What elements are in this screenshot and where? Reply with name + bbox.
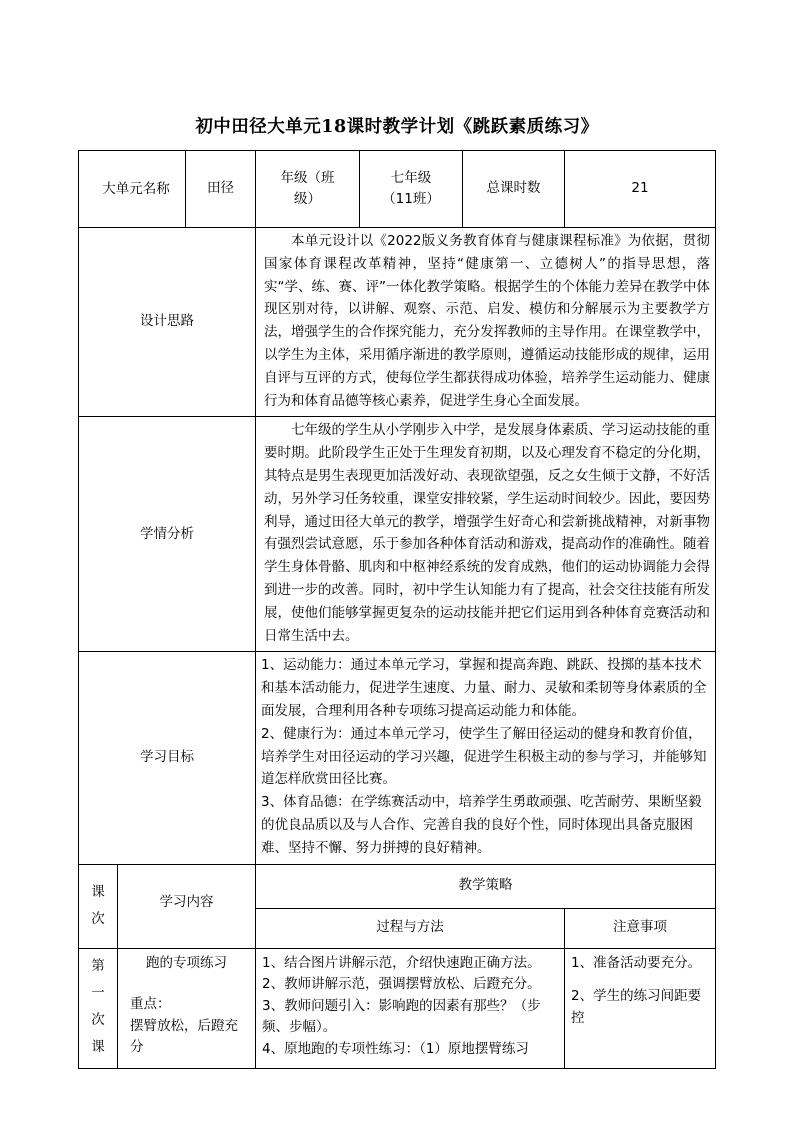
lesson-header-row-1 [79,864,716,908]
lesson-content [118,948,256,1068]
plan-table [78,150,716,1069]
lesson-notes [565,948,716,1068]
unit-label: 大单元名称 [79,151,186,228]
key-point-text: 摆臂放松，后蹬充分 [130,1017,238,1056]
note-item: 1、准备活动要充分。 [571,954,702,971]
analysis-row [79,417,716,652]
grade-label: 年级（班级） [256,151,360,228]
goals-label: 学习目标 [79,652,256,864]
unit-value: 田径 [186,151,256,228]
note-item: 2、学生的练习间距要控 [571,988,702,1026]
analysis-text: 七年级的学生从小学刚步入中学，是发展身体素质、学习运动技能的重要时期。此阶段学生正处于生理发育初期，以及心理发育不稳定的分化期，其特点是男生表现更加活泼好动、表现欲望强，反之女生倾于文静，不好活动，另外学习任务较重，课堂安排较紧，学生运动时间较少。因此，要因势利导，通过田径大单元的教学，增强学生好奇心和尝新挑战精神，对新事物有强烈尝试意愿，乐于参加各种体育活动和游戏，提高动作的准确性。随着学生身体骨骼、肌肉和中枢神经系统的发育成熟，他们的运动协调能力会得到进一步的改善。同时，初中学生认知能力有了提高，社会交往技能有所发展，使他们能够掌握更复杂的运动技能并把它们运用到各种体育竞赛活动和日常生活中去。 [256,417,716,652]
page-title: 初中田径大单元18课时教学计划《跳跃素质练习》 [195,117,599,137]
notes-header: 注意事项 [565,908,716,948]
goals-text [256,652,716,864]
design-label: 设计思路 [79,228,256,417]
process-step: 1、结合图片讲解示范，介绍快速跑正确方法。 [262,954,541,971]
process-step: 2、教师讲解示范，强调摆臂放松、后蹬充分。 [262,976,541,993]
lesson-number: 第一次课 [79,948,118,1068]
process-header: 过程与方法 [256,908,565,948]
lesson-content-title: 跑的专项练习 [146,954,227,971]
header-row [79,151,716,228]
strategy-header: 教学策略 [256,864,716,908]
total-lessons-label: 总课时数 [463,151,565,228]
goals-row [79,652,716,864]
process-step: 3、教师问题引入：影响跑的因素有那些？（步频、步幅）。 [262,997,541,1036]
content-header: 学习内容 [118,864,256,948]
lesson-row [79,948,716,1068]
goal-item: 1、运动能力：通过本单元学习，掌握和提高奔跑、跳跃、投掷的基本技术和基本活动能力，促进学生速度、力量、耐力、灵敏和柔韧等身体素质的全面发展，合理利用各种专项练习提高运动能力和体能。 [261,657,707,719]
goal-item: 3、体育品德：在学练赛活动中，培养学生勇敢顽强、吃苦耐劳、果断坚毅的优良品质以及与人合作、完善自我的良好个性，同时体现出具备克服困难、坚持不懈、努力拼搏的良好精神。 [261,794,702,856]
goal-item: 2、健康行为：通过本单元学习，使学生了解田径运动的健身和教育价值，培养学生对田径运动的学习兴趣，促进学生积极主动的参与学习，并能够知道怎样欣赏田径比赛。 [261,725,707,788]
lesson-process [256,948,565,1068]
grade-value: 七年级（11班） [360,151,463,228]
design-text: 本单元设计以《2022版义务教育体育与健康课程标准》为依据，贯彻国家体育课程改革精神，坚持“健康第一、立德树人”的指导思想，落实“学、练、赛、评”一体化教学策略。根据学生的个体能力差异在教学中体现区别对待，以讲解、观察、示范、启发、模仿和分解展示为主要教学方法，增强学生的合作探究能力，充分发挥教师的主导作用。在课堂教学中，以学生为主体，采用循序渐进的教学原则，遵循运动技能形成的规律，运用自评与互评的方式，使每位学生都获得成功体验，培养学生运动能力、健康行为和体育品德等核心素养，促进学生身心全面发展。 [256,228,716,417]
total-lessons-value: 21 [565,151,716,228]
design-row [79,228,716,417]
lesson-no-header: 课次 [79,864,118,948]
process-step: 4、原地跑的专项性练习：（1）原地摆臂练习 [262,1040,529,1057]
key-point-label: 重点： [130,996,171,1013]
analysis-label: 学情分析 [79,417,256,652]
